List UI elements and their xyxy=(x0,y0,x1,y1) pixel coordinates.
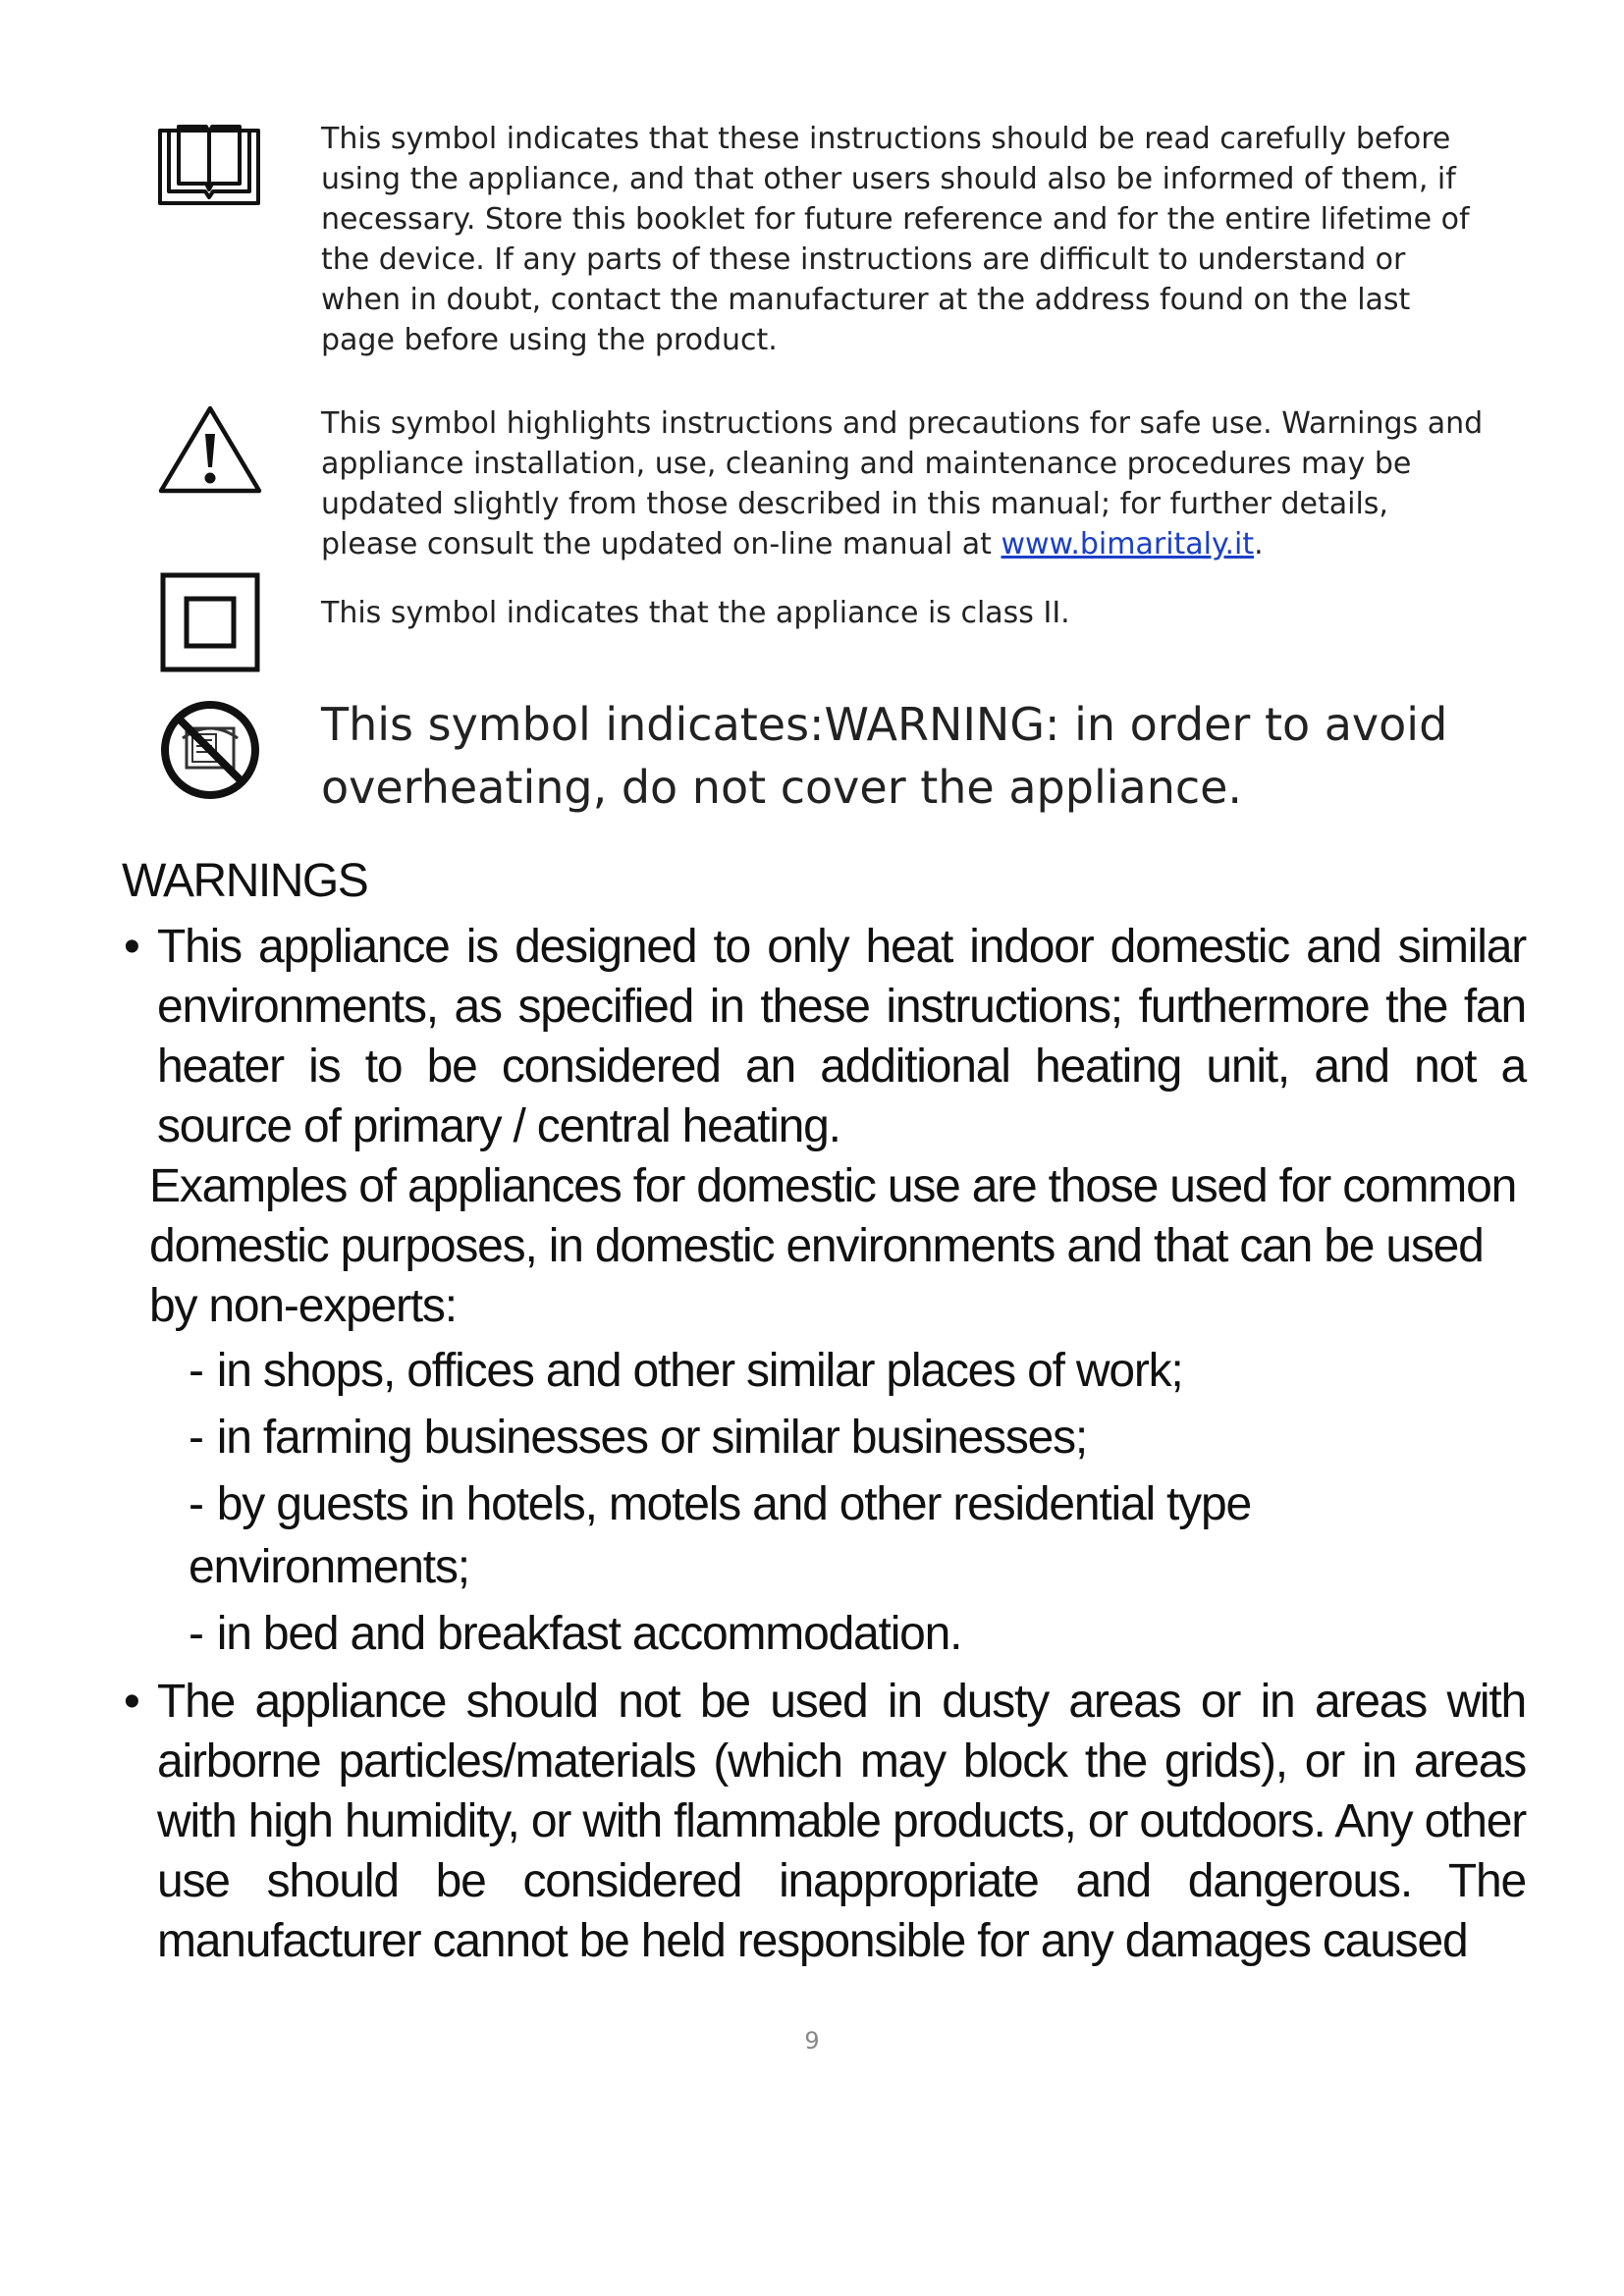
example-text: by guests in hotels, motels and other residential type environments; xyxy=(189,1478,1251,1593)
dash-marker: - xyxy=(189,1608,203,1660)
dash-marker: - xyxy=(189,1412,203,1464)
symbol-warning-text xyxy=(321,403,1489,564)
examples-list xyxy=(122,1340,1526,1666)
list-item xyxy=(189,1603,1526,1666)
dash-marker: - xyxy=(189,1478,203,1530)
warning-text-end: . xyxy=(1254,527,1264,561)
list-item xyxy=(189,1473,1288,1599)
warning-triangle-icon xyxy=(157,402,263,502)
warnings-body xyxy=(122,917,1526,1971)
warning-bullet-indoor-use-text: This appliance is designed to only heat indoor domestic and similar environments, as specified in these instructions; furthermore the fan heater is to be considered an additional heating unit, and not a source of primary / central heating. xyxy=(157,921,1526,1152)
bullet-dot: • xyxy=(124,921,139,973)
do-not-cover-icon xyxy=(159,699,261,806)
page-number: 9 xyxy=(804,2027,820,2055)
bullet-dot: • xyxy=(124,1676,139,1728)
symbol-do-not-cover-text: This symbol indicates:WARNING: in order to avoid overheating, do not cover the appliance. xyxy=(321,698,1448,814)
warning-bullet-dusty-areas-text: The appliance should not be used in dusty areas or in areas with airborne particles/materials (which may block the grids), or in areas with high humidity, or with flammable products, or outdoors. Any other use should be considered inappropriate and dangerous. The manufacturer cannot be held responsible for any damages caused xyxy=(157,1676,1526,1967)
list-item xyxy=(189,1407,1526,1469)
list-item xyxy=(189,1340,1526,1403)
manual-book-icon xyxy=(157,123,261,212)
example-text: in shops, offices and other similar places of work; xyxy=(216,1345,1183,1397)
class-ii-double-square-icon xyxy=(160,572,260,677)
examples-intro: Examples of appliances for domestic use are those used for common domestic purposes, in domestic environments and that can be used by non-experts: xyxy=(149,1160,1517,1332)
example-text: in farming businesses or similar businesses; xyxy=(216,1412,1088,1464)
warnings-heading: WARNINGS xyxy=(122,855,368,907)
symbol-manual-text: This symbol indicates that these instructions should be read carefully before using the appliance, and that other users should also be informed of them, if necessary. Store this booklet for future reference and for the entire lifetime of the device. If any parts of these instructions are difficult to understand or when in doubt, contact the manufacturer at the address found on the last page before using the product. xyxy=(321,122,1470,357)
manual-website-link[interactable]: www.bimaritaly.it xyxy=(1001,527,1255,561)
example-text: in bed and breakfast accommodation. xyxy=(216,1608,962,1660)
warning-bullet-indoor-use xyxy=(122,917,1526,1156)
symbol-class-ii-text: This symbol indicates that the appliance is class II. xyxy=(321,596,1070,630)
warning-text-body: This symbol highlights instructions and precautions for safe use. Warnings and appliance installation, use, cleaning and maintenance procedures may be updated slightly from those described in this manual; for further details, please consult the updated on-line manual at xyxy=(321,406,1484,561)
dash-marker: - xyxy=(189,1345,203,1397)
warning-bullet-dusty-areas xyxy=(122,1672,1526,1971)
